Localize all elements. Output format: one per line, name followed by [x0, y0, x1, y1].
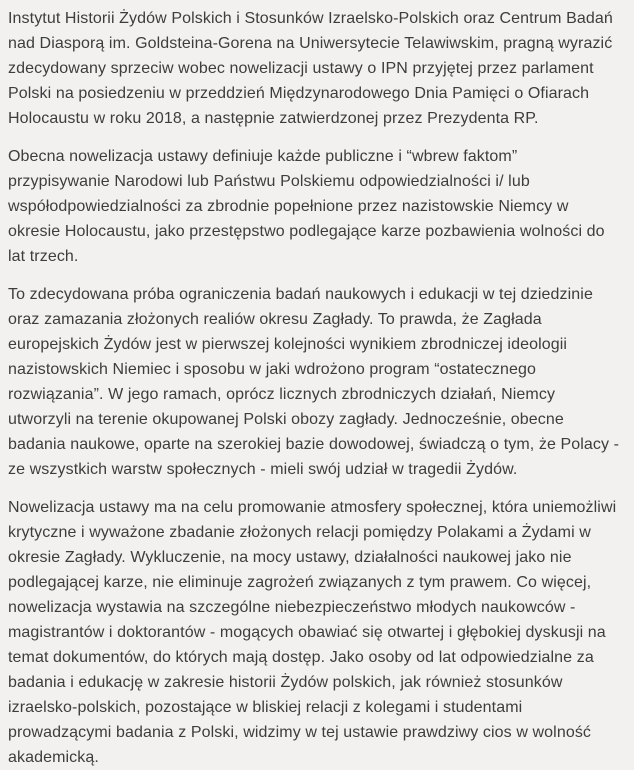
statement-paragraph-conclusion: Nowelizacja ustawy ma na celu promowanie atmosfery społecznej, która uniemożliwi krytyczne i wyważone zbadanie złożonych relacji pomiędzy Polakami a Żydami w okresie Zagłady. Wykluczenie, na mocy ustawy, działalności naukowej jako nie podlegającej karze, nie eliminuje zagrożeń związanych z tym prawem. Co więcej, nowelizacja wystawia na szczególne niebezpieczeństwo młodych naukowców - magistrantów i doktorantów - mogących obawiać się otwartej i głębokiej dyskusji na temat dokumentów, do których mają dostęp. Jako osoby od lat odpowiedzialne za badania i edukację w zakresie historii Żydów polskich, jak również stosunków izraelsko-polskich, pozostające w bliskiej relacji z kolegami i studentami prowadzącymi badania z Polski, widzimy w tej ustawie prawdziwy cios w wolność akademicką.	[8, 499, 617, 766]
statement-paragraph-law-definition: Obecna nowelizacja ustawy definiuje każde publiczne i “wbrew faktom” przypisywanie Narodowi lub Państwu Polskiemu odpowiedzialności i/ lub współodpowiedzialności za zbrodnie popełnione przez nazistowskie Niemcy w okresie Holocaustu, jako przestępstwo podlegające karze pozbawienia wolności do lat trzech.	[8, 148, 605, 265]
statement-paragraph-research-impact: To zdecydowana próba ograniczenia badań naukowych i edukacji w tej dziedzinie oraz zamazania złożonych realiów okresu Zagłady. To prawda, że Zagłada europejskich Żydów jest w pierwszej kolejności wynikiem zbrodniczej ideologii nazistowskich Niemiec i sposobu w jaki wdrożono program “ostatecznego rozwiązania”. W jego ramach, oprócz licznych zbrodniczych działań, Niemcy utworzyli na terenie okupowanej Polski obozy zagłady. Jednocześnie, obecne badania naukowe, oparte na szerokiej bazie dowodowej, świadczą o tym, że Polacy - ze wszystkich warstw społecznych - mieli swój udział w tragedii Żydów.	[8, 286, 620, 478]
statement-paragraph-intro: Instytut Historii Żydów Polskich i Stosunków Izraelsko-Polskich oraz Centrum Badań nad Diasporą im. Goldsteina-Gorena na Uniwersytecie Telawiwskim, pragną wyrazić zdecydowany sprzeciw wobec nowelizacji ustawy o IPN przyjętej przez parlament Polski na posiedzeniu w przeddzień Międzynarodowego Dnia Pamięci o Ofiarach Holocaustu w roku 2018, a następnie zatwierdzonej przez Prezydenta RP.	[8, 10, 613, 127]
